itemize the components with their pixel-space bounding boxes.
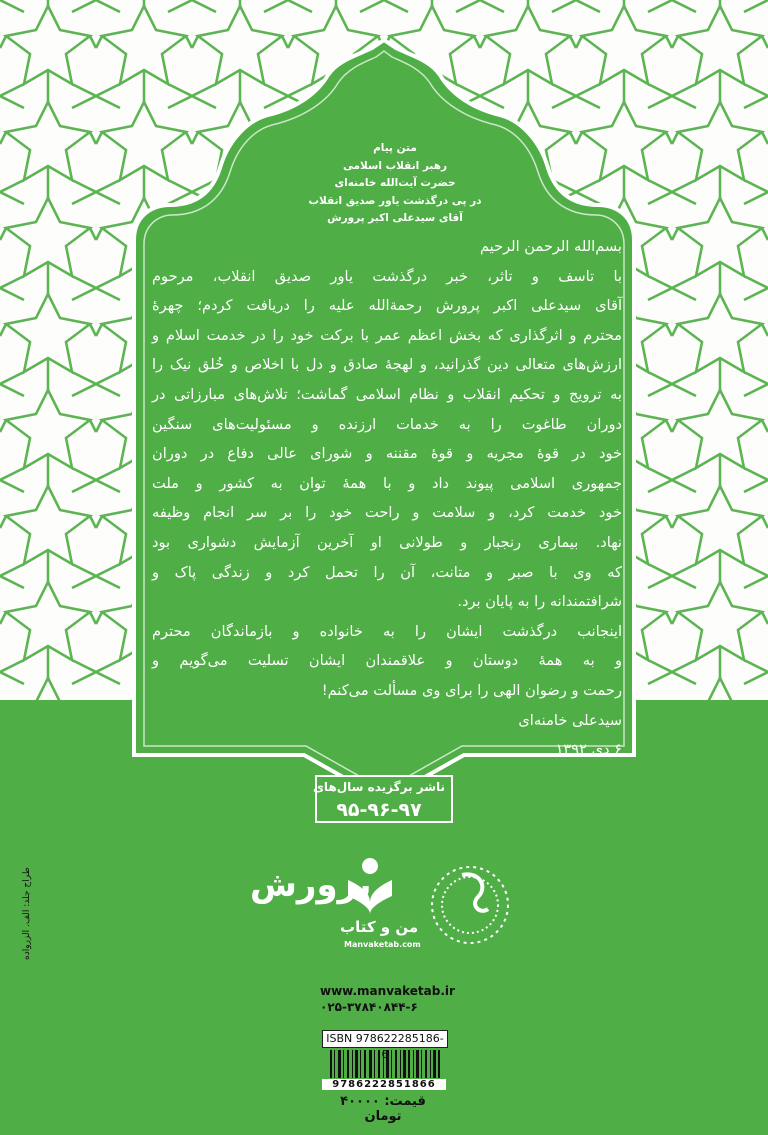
message-line: خود در قوهٔ مجریه و قوهٔ مقننه و شورای عالی دفاع در دوران <box>152 445 622 463</box>
message-line: رحمت و رضوان الهی را برای وی مسألت می‌کنم! <box>321 681 622 699</box>
header-line: حضرت آیت‌الله خامنه‌ای <box>334 177 456 189</box>
isbn-label: ISBN 978622285186-6 <box>322 1030 448 1048</box>
message-line: دوران طاغوت را به خدمات ارزنده و مسئولیت‌های سنگین <box>152 415 622 433</box>
header-line: آقای سیدعلی اکبر پرورش <box>327 212 463 224</box>
message-line: به ترویج و تحکیم انقلاب و نظام اسلامی گماشت؛ تلاش‌های مبارزاتی در <box>152 385 622 403</box>
signature: سیدعلی خامنه‌ای <box>518 711 622 729</box>
logo-manvaketab-url: Manvaketab.com <box>344 940 421 949</box>
header-line: در پی درگذشت یاور صدیق انقلاب <box>308 194 482 207</box>
message-line: با تاسف و تاثر، خبر درگذشت یاور صدیق انقلاب، مرحوم <box>152 267 622 285</box>
message-line: اینجانب درگذشت ایشان را به خانواده و بازماندگان محترم <box>152 622 622 640</box>
message-line: ارزش‌های متعالی دین گذرانید، و لهجهٔ صادق و دل با اخلاص و خُلق نیک را <box>152 356 622 374</box>
badge-title: ناشر برگزیده سال‌های <box>312 780 446 794</box>
message-body <box>152 232 622 765</box>
date: ۶ دی ۱۳۹۲ <box>555 741 622 759</box>
message-line: جمهوری اسلامی پیوند داد و با همهٔ توان به کشور و ملت <box>152 474 622 492</box>
message-line: شرافتمندانه را به پایان برد. <box>457 593 622 611</box>
message-line: خود خدمت کرد، و سلامت و راحت خود را بر سر انجام وظیفه <box>152 504 622 522</box>
publisher-info <box>320 983 455 1015</box>
message-line: بسم‌الله الرحمن الرحیم <box>479 238 622 255</box>
message-line: نهاد. بیماری رنجبار و طولانی او آخرین آزمایش دشواری بود <box>152 533 622 551</box>
website: www.manvaketab.ir <box>320 984 455 998</box>
phone: ۰۲۵-۳۷۸۴۰۸۴۴-۶ <box>320 1000 418 1014</box>
barcode-number: 9786222851866 <box>322 1079 446 1090</box>
message-line: محترم و اثرگذاری که بخش اعظم عمر با برکت خود را در خدمت اسلام و <box>152 326 622 344</box>
price-label: قیمت: ۴۰۰۰۰ تومان <box>340 1094 426 1124</box>
designer-credit: طراح جلد: الف. الزرواده <box>22 867 32 960</box>
logo-parvaresh: پرورش <box>250 865 372 905</box>
message-line: آقای سیدعلی اکبر پرورش رحمةالله علیه را دریافت کردم؛ چهرهٔ <box>152 297 622 315</box>
header-line: متن پیام <box>373 142 417 154</box>
message-header <box>300 140 490 228</box>
message-line: که وی با صبر و متانت، آن را تحمل کرد و زندگی پاک و <box>152 563 622 581</box>
message-line: و به همهٔ دوستان و علاقمندان ایشان تسلیت می‌گویم و <box>152 652 622 670</box>
badge-years: ۹۵-۹۶-۹۷ <box>336 799 422 821</box>
logo-manvaketab: من و کتاب <box>340 918 419 936</box>
header-line: رهبر انقلاب اسلامی <box>342 159 448 172</box>
